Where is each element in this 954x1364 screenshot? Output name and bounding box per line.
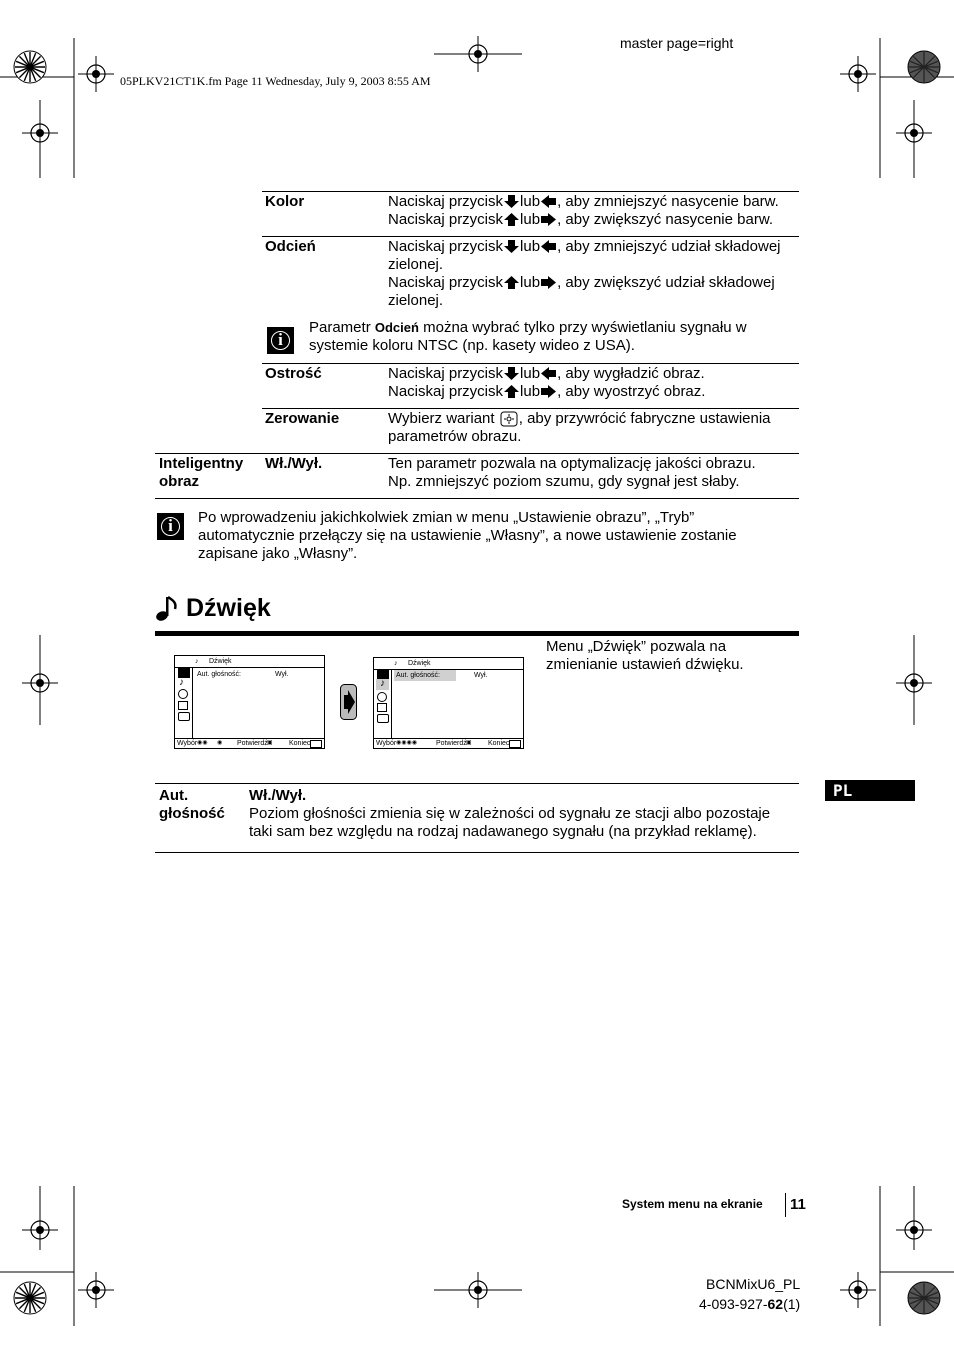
- ostrosc-desc: Naciskaj przycisk lub , aby wygładzić obraz. Naciskaj przycisk lub , aby wyostrzyć obraz.: [388, 365, 706, 400]
- music-note-icon: ♪: [195, 658, 199, 665]
- info-icon: i: [267, 327, 294, 354]
- menu-item-value: Wył.: [474, 672, 488, 679]
- footer-select: Wybór: [177, 740, 198, 747]
- aut-glosnosc-desc: Wł./Wył. Poziom głośności zmienia się w zależności od sygnału ze stacji albo pozostaje taki sam bez względu na rodzaj nadawanego sygnału (na przykład reklamę).: [249, 787, 771, 840]
- row-label-zerowanie: Zerowanie: [265, 410, 340, 427]
- part-number: 4-093-927-62(1): [699, 1296, 801, 1312]
- row-label-kolor: Kolor: [265, 193, 305, 210]
- nav-buttons-icon: ◉: [217, 740, 223, 746]
- zerowanie-desc: Wybierz wariant , aby przywrócić fabryczne ustawienia parametrów obrazu.: [388, 410, 771, 445]
- ok-button-icon: ▣: [267, 740, 273, 746]
- picture-note: Po wprowadzeniu jakichkolwiek zmian w menu „Ustawienie obrazu”, „Tryb” automatycznie przełączy się na ustawienie „Własny”, a nowe ustawienie zostanie zapisane jako „Własny”.: [198, 509, 737, 562]
- menu-button-icon: [310, 740, 322, 748]
- footer-section-name: System menu na ekranie: [622, 1197, 763, 1211]
- toolbox-icon: [377, 714, 389, 723]
- footer-end: Koniec: [289, 740, 311, 747]
- next-arrow-icon: [340, 684, 357, 725]
- section-description: Menu „Dźwięk” pozwala na zmienianie ustawień dźwięku.: [546, 638, 744, 673]
- row-label-aut-glosnosc: Aut. głośność: [159, 787, 225, 822]
- arrow-right-icon: [541, 276, 556, 289]
- language-tab: PL: [825, 780, 915, 801]
- arrow-up-icon: [504, 213, 519, 226]
- toolbox-icon: [178, 712, 190, 721]
- timer-icon: [178, 689, 188, 699]
- footer-select: Wybór: [376, 740, 397, 747]
- intelligent-desc: Ten parametr pozwala na optymalizację jakości obrazu. Np. zmniejszyć poziom szumu, gdy sygnał jest słaby.: [388, 455, 756, 490]
- screen-icon-column: [175, 667, 193, 738]
- page-number: 11: [790, 1196, 806, 1213]
- music-note-icon: ♪: [394, 660, 398, 667]
- arrow-right-icon: [541, 385, 556, 398]
- nav-buttons-icon: ◉◉: [197, 740, 208, 746]
- master-page-label: master page=right: [620, 35, 734, 51]
- menu-item-auto-volume: Aut. głośność:: [396, 672, 440, 679]
- menu-screen-after: [373, 657, 524, 749]
- arrow-down-icon: [504, 367, 519, 380]
- nav-buttons-icon: ◉◉◉◉: [396, 740, 417, 746]
- section-rule: [155, 631, 799, 636]
- setup-icon: [178, 701, 188, 710]
- menu-button-icon: [509, 740, 521, 748]
- music-note-icon: ♪: [179, 677, 184, 688]
- row-label-odcien: Odcień: [265, 238, 316, 255]
- ok-button-icon: [500, 411, 518, 427]
- footer-end: Koniec: [488, 740, 510, 747]
- footer-divider: [785, 1193, 786, 1217]
- odcien-desc: Naciskaj przycisk lub , aby zmniejszyć udział składowej zielonej. Naciskaj przycisk lub , aby zwiększyć udział składowej zielonej.: [388, 238, 781, 309]
- screen-icon-column: [374, 669, 392, 738]
- menu-screen-before: [174, 655, 325, 749]
- arrow-left-icon: [541, 240, 556, 253]
- screen-title: Dźwięk: [408, 660, 431, 667]
- menu-item-value: Wył.: [275, 671, 289, 678]
- arrow-up-icon: [504, 385, 519, 398]
- ok-button-icon: ▣: [466, 740, 472, 746]
- arrow-down-icon: [504, 240, 519, 253]
- kolor-desc: Naciskaj przycisk lub , aby zmniejszyć nasycenie barw. Naciskaj przycisk lub , aby zwiększyć nasycenie barw.: [388, 193, 779, 228]
- arrow-left-icon: [541, 367, 556, 380]
- intelligent-option: Wł./Wył.: [265, 455, 323, 472]
- footer-confirm: Potwierdź: [237, 740, 268, 747]
- timer-icon: [377, 692, 387, 702]
- setup-icon: [377, 703, 387, 712]
- screen-title: Dźwięk: [209, 658, 232, 665]
- arrow-up-icon: [504, 276, 519, 289]
- section-title: Dźwięk: [186, 594, 271, 622]
- music-note-icon: ♪: [376, 679, 389, 690]
- music-note-icon: [156, 596, 178, 627]
- row-label-ostrosc: Ostrość: [265, 365, 322, 382]
- info-icon: i: [157, 513, 184, 540]
- footer-confirm: Potwierdź: [436, 740, 467, 747]
- menu-item-auto-volume: Aut. głośność:: [197, 671, 241, 678]
- arrow-right-icon: [541, 213, 556, 226]
- odcien-note: Parametr Odcień można wybrać tylko przy wyświetlaniu sygnału w systemie koloru NTSC (np. kasety wideo z USA).: [309, 319, 747, 354]
- row-label-inteligentny: Inteligentny obraz: [159, 455, 244, 490]
- arrow-left-icon: [541, 195, 556, 208]
- file-info: 05PLKV21CT1K.fm Page 11 Wednesday, July 9, 2003 8:55 AM: [120, 74, 431, 88]
- arrow-down-icon: [504, 195, 519, 208]
- doc-code: BCNMixU6_PL: [706, 1276, 801, 1292]
